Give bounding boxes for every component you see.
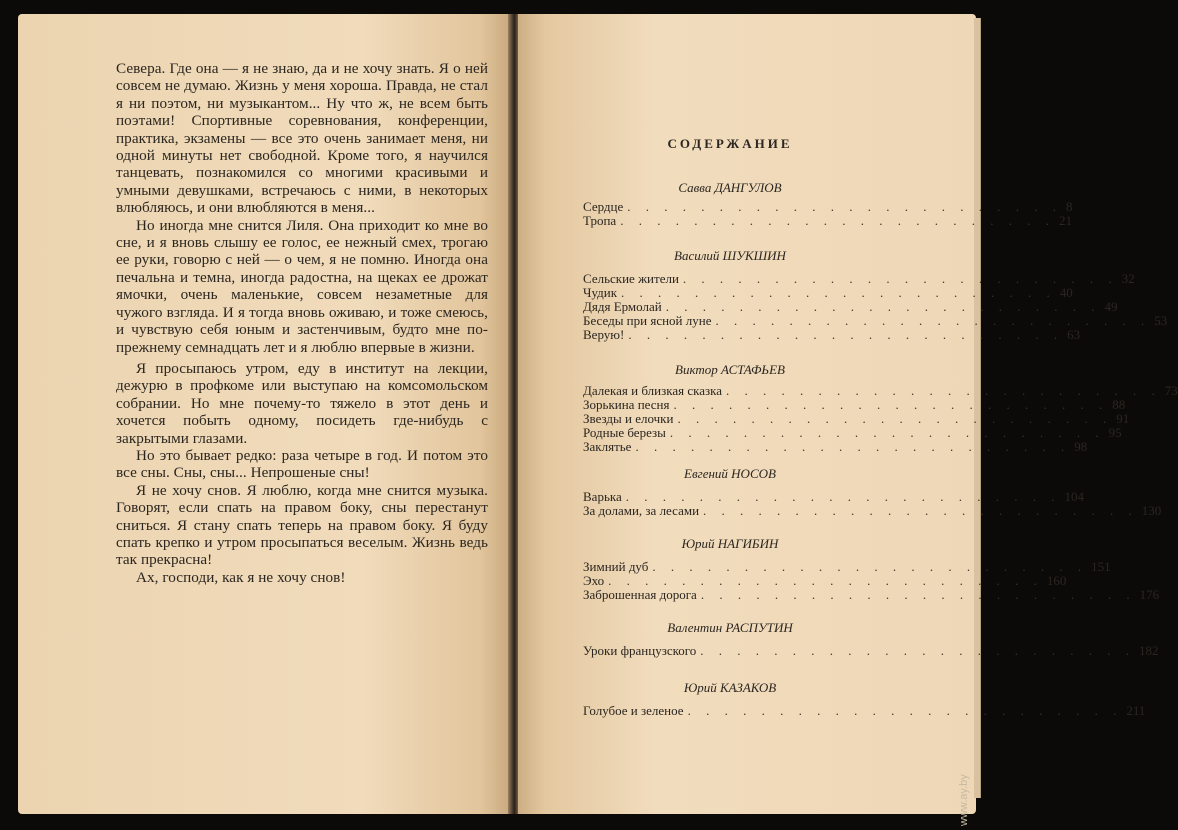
entry-page: 130: [1141, 503, 1162, 518]
entry-title: Зорькина песня: [583, 397, 670, 412]
entry-title: Заклятье: [583, 439, 632, 454]
leader-dots: . . . . . . . . . . . . . . . . . . . . . . . .: [673, 397, 1109, 412]
entry-title: Уроки французского: [583, 643, 697, 658]
entry-page: 91: [1116, 411, 1130, 426]
leader-dots: . . . . . . . . . . . . . . . . . . . . . . . .: [620, 213, 1055, 228]
paragraph: Я просыпаюсь утром, еду в институт на лекции, дежурю в профкоме или выступаю на комсомольском собрании. Но мне почему-то тяжело в этот день и хочется побыть одному, посидеть где-нибудь с закрытыми глазами.: [116, 359, 488, 447]
toc-entry: [583, 439, 1088, 455]
entry-page: 8: [1066, 199, 1073, 214]
author-heading: Виктор АСТАФЬЕВ: [675, 362, 785, 377]
author-heading: Василий ШУКШИН: [674, 248, 786, 263]
story-text: [116, 60, 488, 586]
entry-title: Родные березы: [583, 425, 666, 440]
entry-page: 88: [1112, 397, 1126, 412]
entry-title: Чудик: [583, 285, 618, 300]
entry-title: За долами, за лесами: [583, 503, 700, 518]
entry-title: Заброшенная дорога: [583, 587, 697, 602]
leader-dots: . . . . . . . . . . . . . . . . . . . . . . . .: [682, 271, 1118, 286]
leader-dots: . . . . . . . . . . . . . . . . . . . . . . . .: [677, 411, 1113, 426]
leader-dots: . . . . . . . . . . . . . . . . . . . . . . . .: [627, 199, 1063, 214]
entry-page: 104: [1064, 489, 1085, 504]
toc-entry: [583, 327, 1081, 343]
entry-page: 49: [1104, 299, 1118, 314]
paragraph: Но это бывает редко: раза четыре в год. И потом это все сны. Сны, сны... Непрошеные сны!: [116, 446, 488, 482]
entry-title: Тропа: [583, 213, 617, 228]
leader-dots: . . . . . . . . . . . . . . . . . . . . . . . .: [703, 503, 1138, 518]
entry-page: 53: [1154, 313, 1168, 328]
watermark: www.ay.by: [958, 774, 970, 826]
toc-title: СОДЕРЖАНИЕ: [667, 136, 793, 151]
entry-title: Зимний дуб: [583, 559, 649, 574]
leader-dots: . . . . . . . . . . . . . . . . . . . . . . . .: [652, 559, 1088, 574]
toc-entry: [583, 503, 1162, 519]
entry-title: Сердце: [583, 199, 624, 214]
left-page: [18, 14, 510, 814]
entry-title: Варька: [583, 489, 622, 504]
leader-dots: . . . . . . . . . . . . . . . . . . . . . . . .: [726, 383, 1161, 398]
leader-dots: . . . . . . . . . . . . . . . . . . . . . . . .: [700, 643, 1136, 658]
paragraph: Я не хочу снов. Я люблю, когда мне снится музыка. Говорят, если спать на правом боку, сны перестанут сниться. Я стану спать теперь на правом боку. Я буду спать крепко и утром просыпаться веселым. Жизнь ведь так прекрасна!: [116, 481, 488, 569]
entry-page: 73: [1164, 383, 1178, 398]
toc-entry: [583, 643, 1159, 659]
author-heading: Савва ДАНГУЛОВ: [678, 180, 782, 195]
author-heading: Валентин РАСПУТИН: [667, 620, 793, 635]
entry-page: 160: [1046, 573, 1067, 588]
leader-dots: . . . . . . . . . . . . . . . . . . . . . . . .: [621, 285, 1056, 300]
leader-dots: . . . . . . . . . . . . . . . . . . . . . . . .: [669, 425, 1105, 440]
entry-page: 98: [1074, 439, 1088, 454]
entry-page: 63: [1067, 327, 1081, 342]
entry-title: Звезды и елочки: [583, 411, 674, 426]
leader-dots: . . . . . . . . . . . . . . . . . . . . . . . .: [608, 573, 1043, 588]
paragraph: Но иногда мне снится Лиля. Она приходит ко мне во сне, и я вновь слышу ее голос, ее нежный смех, трогаю ее руки, говорю с ней — о чем, я не помню. Иногда она печальна и темна, иногда радостна, на щеках ее дрожат ямочки, очень маленькие, совсем незаметные для чужого взгляда. И я тогда вновь оживаю, и тоже смеюсь, и чувствую себя юным и застенчивым, будто мне по-прежнему семнадцать лет и я люблю впервые в жизни.: [116, 216, 488, 356]
entry-page: 32: [1121, 271, 1135, 286]
leader-dots: . . . . . . . . . . . . . . . . . . . . . . . .: [628, 327, 1064, 342]
paragraph: Севера. Где она — я не знаю, да и не хочу знать. Я о ней совсем не думаю. Жизнь у меня хороша. Правда, не стал я ни поэтом, ни музыкантом... Ну что ж, не всем быть поэтами! Спортивные соревнования, конференции, практика, экзамены — все это очень занимает меня, ни одной минуты нет свободной. Кроме того, я научился танцевать, познакомился со многими красивыми и умными девушками, встречаюсь с ними, в некоторых влюбляюсь, и они влюбляются в меня...: [116, 60, 488, 217]
entry-page: 182: [1139, 643, 1159, 658]
entry-page: 40: [1059, 285, 1073, 300]
entry-page: 21: [1058, 213, 1072, 228]
entry-title: Верую!: [583, 327, 625, 342]
entry-title: Сельские жители: [583, 271, 679, 286]
leader-dots: . . . . . . . . . . . . . . . . . . . . . . . .: [700, 587, 1136, 602]
leader-dots: . . . . . . . . . . . . . . . . . . . . . . . .: [665, 299, 1101, 314]
leader-dots: . . . . . . . . . . . . . . . . . . . . . . . .: [635, 439, 1071, 454]
author-heading: Юрий КАЗАКОВ: [683, 680, 777, 695]
author-heading: Евгений НОСОВ: [684, 466, 776, 481]
entry-title: Эхо: [583, 573, 605, 588]
toc-entry: [583, 703, 1146, 719]
entry-title: Далекая и близкая сказка: [583, 383, 723, 398]
toc-entry: [583, 587, 1160, 603]
entry-page: 151: [1091, 559, 1111, 574]
entry-title: Голубое и зеленое: [583, 703, 684, 718]
author-heading: Юрий НАГИБИН: [681, 536, 779, 551]
leader-dots: . . . . . . . . . . . . . . . . . . . . . . . .: [687, 703, 1123, 718]
entry-page: 176: [1139, 587, 1160, 602]
entry-title: Беседы при ясной луне: [583, 313, 712, 328]
leader-dots: . . . . . . . . . . . . . . . . . . . . . . . .: [625, 489, 1061, 504]
leader-dots: . . . . . . . . . . . . . . . . . . . . . . . .: [715, 313, 1151, 328]
entry-title: Дядя Ермолай: [583, 299, 662, 314]
entry-page: 95: [1108, 425, 1122, 440]
toc-entry: [583, 213, 1072, 229]
entry-page: 211: [1126, 703, 1146, 718]
paragraph: Ах, господи, как я не хочу снов!: [136, 568, 346, 586]
